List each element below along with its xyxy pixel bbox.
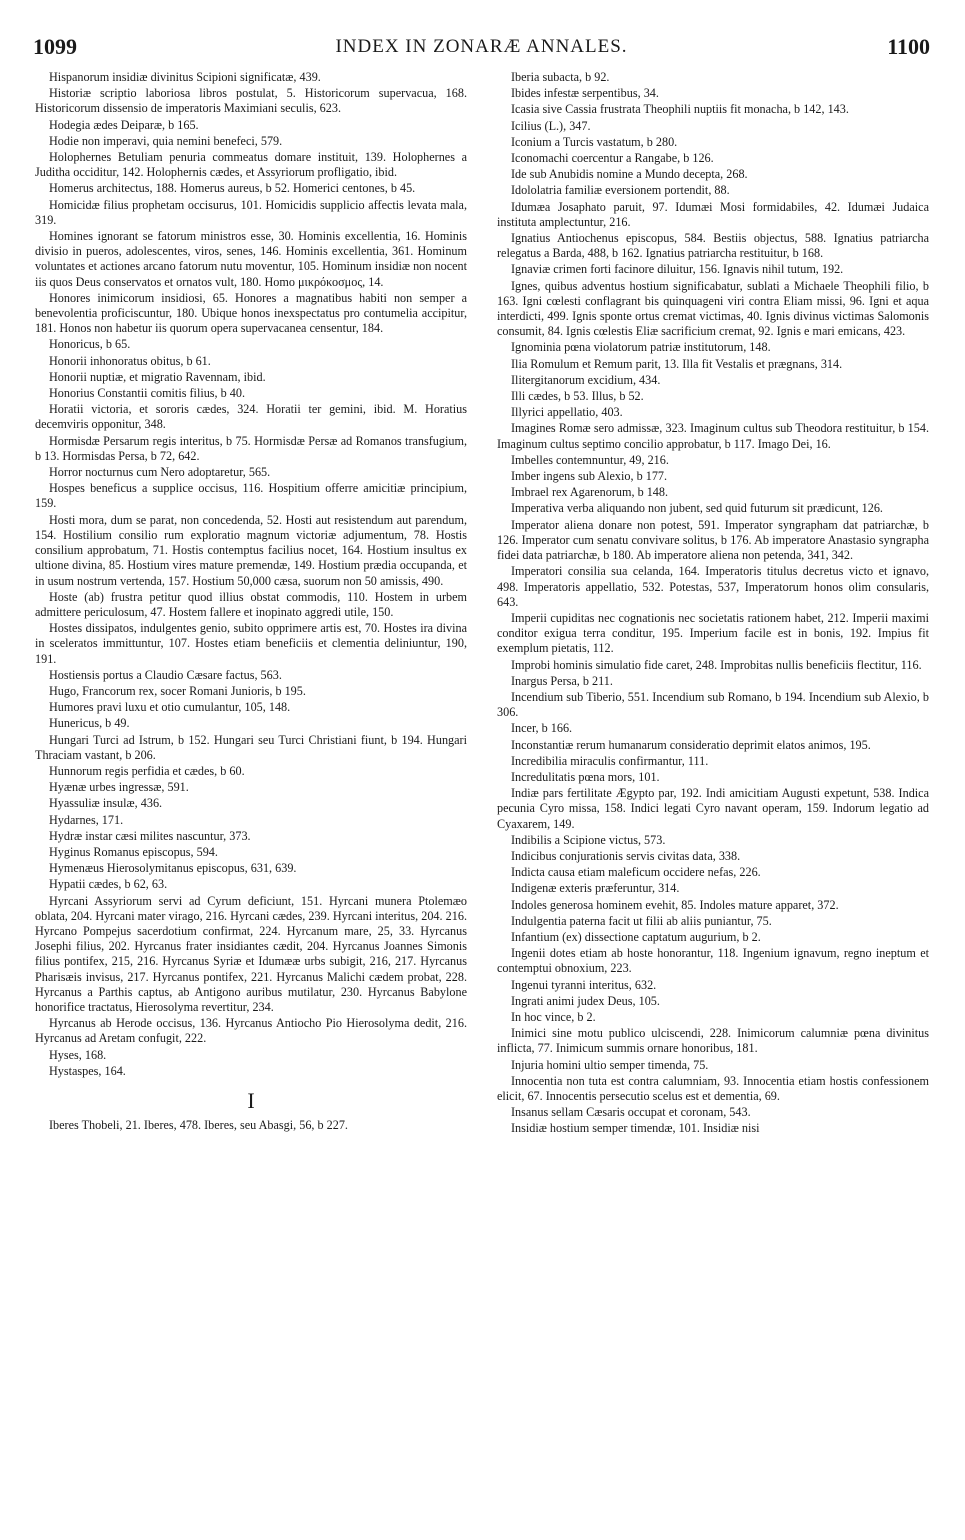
index-entry: Inargus Persa, b 211. bbox=[511, 673, 613, 688]
index-entry: Imagines Romæ sero admissæ, 323. Imaginum cultus sub Theodora restituitur, b 154. Imaginum cultus septimo concilio approbatur, b 117. Imago Dei, 16. bbox=[497, 421, 929, 451]
index-entry: Hodegia ædes Deiparæ, b 165. bbox=[49, 117, 199, 132]
index-entry: Hosti mora, dum se parat, non concedenda, 52. Hosti aut resistendum aut parendum, 154. Hostilium consilio rum exploratio magnum victoriæ adjumentum, 78. Hostis consilium approbatum, 71. Hostis contemptus facilius nocet, 164. Hostium insultus ex ultione divina, 85. Hostium vires mature premendæ, 149. Hostium prædia occupanda, et in usum nostrum vertenda, 157. Hostium 50,000 cæsa, suorum non 50 amissis, 490. bbox=[35, 512, 467, 588]
index-entry: Illyrici appellatio, 403. bbox=[511, 405, 623, 420]
left-column bbox=[35, 70, 467, 1134]
index-entry: Icilius (L.), 347. bbox=[511, 118, 591, 133]
index-entries-i-start bbox=[35, 1118, 467, 1133]
index-entry: Hunnorum regis perfidia et cædes, b 60. bbox=[49, 763, 245, 778]
index-entry: Ignes, quibus adventus hostium significabatur, sublati a Michaele Theophili filio, b 163. Igni cœlesti conflagrant bis quinquageni viri contra Eliam missi, 96. Igni et aqua interdicti, 499. Ignis sponte ortus cremat victimas, 40. Ignis divinus victimas Salomonis consumit, 84. Ignis cœlestis Eliæ sacrificium cremat, 92. Ignis e mari emicans, 423. bbox=[497, 278, 929, 339]
index-entry: Imperator aliena donare non potest, 591. Imperator syngrapham dat patriarchæ, b 126. Imperator cum senatu convivare solitus, b 176. Ab imperatore Anastasio syngrapha fidei data patriarchæ, b 180. Ab imperatore aliena non petenda, 341, 342. bbox=[497, 517, 929, 563]
index-entry: Iconomachi coercentur a Rangabe, b 126. bbox=[511, 151, 714, 166]
index-entry: Honorii nuptiæ, et migratio Ravennam, ibid. bbox=[49, 369, 266, 384]
index-entry: Ignaviæ crimen forti facinore diluitur, 156. Ignavis nihil tutum, 192. bbox=[511, 262, 844, 277]
index-entry: Iconium a Turcis vastatum, b 280. bbox=[511, 134, 678, 149]
index-entry: Indiæ pars fertilitate Ægypto par, 192. Indi amicitiam Augusti expetunt, 538. Indica pecunia Cyro missa, 158. Indici legati Cyro navant operam, 159. Indorum legatio ad Cyaxarem, 149. bbox=[497, 786, 929, 831]
index-entry: Hyassuliæ insulæ, 436. bbox=[49, 796, 163, 811]
index-entry: Imperatori consilia sua celanda, 164. Imperatoris titulus decretus victo et ignavo, 498. Imperatoris appellatio, 532. Potestas, 537, Imperatorum honos olim consularis, 643. bbox=[497, 564, 929, 609]
index-entry: Infantium (ex) dissectione captatum augurium, b 2. bbox=[511, 929, 761, 944]
index-entry: Hyrcanus ab Herode occisus, 136. Hyrcanus Antiocho Pio Hierosolyma dedit, 216. Hyrcanus ad Aretam confugit, 222. bbox=[35, 1016, 467, 1046]
index-entries-h bbox=[35, 70, 467, 1079]
index-entry: Injuria homini ultio semper timenda, 75. bbox=[511, 1057, 709, 1072]
index-entry: Hodie non imperavi, quia nemini benefeci, 579. bbox=[49, 133, 283, 148]
index-entry: Incendium sub Tiberio, 551. Incendium sub Romano, b 194. Incendium sub Alexio, b 306. bbox=[497, 689, 929, 720]
index-entry: Hydarnes, 171. bbox=[49, 812, 124, 827]
index-entry: Indulgentia paterna facit ut filii ab aliis puniantur, 75. bbox=[511, 913, 772, 928]
index-entry: Improbi hominis simulatio fide caret, 248. Improbitas nullis beneficiis flectitur, 116. bbox=[511, 657, 922, 672]
index-entry: Ingenui tyranni interitus, 632. bbox=[511, 977, 657, 992]
index-entry: Innocentia non tuta est contra calumniam, 93. Innocentia etiam hostis confessionem elicit, 67. Innocentis persecutio scelus est et dementia, 69. bbox=[497, 1073, 929, 1103]
index-entry: Homicidæ filius prophetam occisurus, 101. Homicidis supplicio affectis levata mala, 319. bbox=[35, 197, 467, 227]
index-entry: Historiæ scriptio laboriosa libros postulat, 5. Historicorum supervacua, 168. Historicorum dissensio de imperatoris Maximiani seculis, 623. bbox=[35, 86, 467, 116]
index-entry: Hydræ instar cæsi milites nascuntur, 373. bbox=[49, 828, 251, 843]
index-entry: Honorii inhonoratus obitus, b 61. bbox=[49, 353, 211, 368]
index-entry: Icasia sive Cassia frustrata Theophili nuptiis fit monacha, b 142, 143. bbox=[511, 102, 849, 117]
index-entry: Honoricus, b 65. bbox=[49, 337, 131, 352]
index-entry: Hoste (ab) frustra petitur quod illius obstat commodis, 110. Hostem in urbem admittere periculosum, 47. Hostem fallere et inopinato aggredi utile, 150. bbox=[35, 589, 467, 619]
index-entry: Illi cædes, b 53. Illus, b 52. bbox=[511, 389, 644, 404]
index-entry: In hoc vince, b 2. bbox=[511, 1009, 596, 1024]
index-entry: Imperii cupiditas nec cognationis nec societatis rationem habet, 212. Imperii maximi conditor exigua terra conditur, 195. Imperium facile est in bonis, 192. Impius fit exemplum pietatis, 112. bbox=[497, 610, 929, 656]
index-entry: Ilitergitanorum excidium, 434. bbox=[511, 372, 661, 387]
index-entry: Horatii victoria, et sororis cædes, 324. Horatii ter gemini, ibid. M. Horatius decemviris opponitur, 348. bbox=[35, 402, 467, 432]
index-entry: Ibides infestæ serpentibus, 34. bbox=[511, 86, 659, 101]
index-entry: Homerus architectus, 188. Homerus aureus, b 52. Homerici centones, b 45. bbox=[49, 181, 416, 196]
index-entry: Honores inimicorum insidiosi, 65. Honores a magnatibus habiti non semper a benevolentia proficiscuntur, 180. Ubique honos inexspectatus pro contumelia accipitur, 181. Honos non habetur iis quorum opera supervacanea censentur, 184. bbox=[35, 290, 467, 336]
index-entry: Hunericus, b 49. bbox=[49, 716, 130, 731]
index-entry: Ilia Romulum et Remum parit, 13. Illa fit Vestalis et prægnans, 314. bbox=[511, 356, 843, 371]
index-entry: Humores pravi luxu et otio cumulantur, 105, 148. bbox=[49, 700, 291, 715]
index-entry: Iberia subacta, b 92. bbox=[511, 70, 610, 84]
index-entry: Hyrcani Assyriorum servi ad Cyrum deficiunt, 151. Hyrcani munera Ptolemæo oblata, 204. Hyrcani mater virago, 216. Hyrcani cædes, 239. Hyrcani interitus, 204. 216. Hyrcano Pompejus sacerdotium confirmat, 224. Hyrcanum mare, 25, 33. Hyrcanus Josephi filius, 202. Hyrcanus frater insidiantes cædit, 204. Hyrcanus Joannes Simonis filius pontifex, 215, 216. Hyrcanus Syriæ et Idumææ urbs subigit, 216, 217. Hyrcanus Pharisæis invisus, 217. Hyrcanus pontifex, 221. Hyrcanus Malichi cædem probat, 228. Hyrcanus a Parthis captus, ab Antigono auribus mutilatur, 230. Hyrcanus Babylone honorifice tractatus, Hierosolyma revertitur, 234. bbox=[35, 893, 467, 1014]
index-entry: Ide sub Anubidis nomine a Mundo decepta, 268. bbox=[511, 167, 748, 182]
index-entry: Indicibus conjurationis servis civitas data, 338. bbox=[511, 848, 741, 863]
index-entry: Idumæa Josaphato paruit, 97. Idumæi Mosi formidabiles, 42. Idumæi Judaica instituta amplectuntur, 216. bbox=[497, 199, 929, 229]
page-number-left: 1099 bbox=[33, 34, 77, 59]
index-entry: Hyænæ urbes ingressæ, 591. bbox=[49, 780, 189, 795]
index-entry: Holophernes Betuliam penuria commeatus domare instituit, 139. Holophernes a Juditha occiditur, 142. Holophernis cædes, et Assyriorum profligatio, ibid. bbox=[35, 150, 467, 180]
index-entry: Hymenæus Hierosolymitanus episcopus, 631, 639. bbox=[49, 861, 297, 876]
index-entry: Indibilis a Scipione victus, 573. bbox=[511, 832, 666, 847]
index-entry: Inconstantiæ rerum humanarum consideratio deprimit elatos animos, 195. bbox=[511, 737, 871, 752]
index-entry: Hungari Turci ad Istrum, b 152. Hungari seu Turci Christiani fiunt, b 194. Hungari Thraciam vastant, b 206. bbox=[35, 732, 467, 762]
index-entry: Imbelles contemnuntur, 49, 216. bbox=[511, 452, 669, 467]
section-letter: I bbox=[247, 1088, 255, 1113]
index-entry: Ingenii dotes etiam ab hoste honorantur, 118. Ingenium ignavum, regno ineptum et contemptui obnoxium, 223. bbox=[497, 946, 929, 976]
index-entry: Inimici sine motu publico ulciscendi, 228. Inimicorum calumniæ pœna divinitus inflicta, 77. Inimicum summis ornare honoribus, 181. bbox=[497, 1026, 929, 1056]
index-entry: Imperativa verba aliquando non jubent, sed quid futurum sit prædicunt, 126. bbox=[511, 501, 883, 516]
index-entry: Homines ignorant se fatorum ministros esse, 30. Hominis excellentia, 16. Hominis divisio in pueros, adolescentes, viros, senes, 146. Hominis excellentia, 361. Hominum voluntates et actiones arcano fatorum nutu moventur, 105. Hominum insidiæ non nocent iis quos Deus conservatos et ornatos vult, 180. Homo μικρόκοσμος, 14. bbox=[35, 229, 467, 289]
page-header bbox=[33, 34, 930, 64]
index-entry: Ingrati animi judex Deus, 105. bbox=[511, 993, 660, 1008]
index-entry: Ignominia pœna violatorum patriæ institutorum, 148. bbox=[511, 340, 771, 355]
index-entry: Hypatii cædes, b 62, 63. bbox=[49, 877, 168, 892]
index-entry: Ignatius Antiochenus episcopus, 584. Bestiis objectus, 588. Ignatius patriarcha relegatus a Barda, 488, b 162. Ignatius patriarcha restituitur, b 168. bbox=[497, 231, 929, 261]
index-entry: Idololatria familiæ eversionem portendit, 88. bbox=[511, 183, 730, 198]
index-entry: Hormisdæ Persarum regis interitus, b 75. Hormisdæ Persæ ad Romanos transfugium, b 13. Hormisdas Persa, b 72, 642. bbox=[35, 433, 467, 463]
index-entry: Hyses, 168. bbox=[49, 1047, 107, 1062]
page-number-right: 1100 bbox=[887, 34, 930, 59]
index-entry: Indigenæ exteris præferuntur, 314. bbox=[511, 881, 680, 896]
index-entry: Horror nocturnus cum Nero adoptaretur, 565. bbox=[49, 465, 271, 480]
index-entry: Iberes Thobeli, 21. Iberes, 478. Iberes, seu Abasgi, 56, b 227. bbox=[49, 1118, 348, 1133]
index-entry: Hospes beneficus a supplice occisus, 116. Hospitium offerre amicitiæ principium, 159. bbox=[35, 481, 467, 511]
index-entry: Hyginus Romanus episcopus, 594. bbox=[49, 844, 218, 859]
index-entry: Hispanorum insidiæ divinitus Scipioni significatæ, 439. bbox=[49, 70, 321, 84]
index-entry: Imbrael rex Agarenorum, b 148. bbox=[511, 485, 669, 500]
index-entry: Incredulitatis pœna mors, 101. bbox=[511, 769, 660, 784]
index-entry: Honorius Constantii comitis filius, b 40. bbox=[49, 386, 246, 401]
index-entry: Hugo, Francorum rex, socer Romani Junioris, b 195. bbox=[49, 683, 306, 698]
right-column bbox=[497, 70, 929, 1138]
running-title: INDEX IN ZONARÆ ANNALES. bbox=[335, 36, 628, 57]
index-entry: Indicta causa etiam maleficum occidere nefas, 226. bbox=[511, 865, 761, 880]
index-entry: Incredibilia miraculis confirmantur, 111. bbox=[511, 753, 709, 768]
index-entry: Indoles generosa hominem evehit, 85. Indoles mature apparet, 372. bbox=[511, 897, 839, 912]
index-entry: Incer, b 166. bbox=[511, 721, 573, 736]
index-entry: Hostes dissipatos, indulgentes genio, subito opprimere artis est, 70. Hostes ira divina in sceleratos immittuntur, 107. Hostes etiam beneficiis et clementia deliniuntur, 190, 191. bbox=[35, 621, 467, 666]
index-entry: Hostiensis portus a Claudio Cæsare factus, 563. bbox=[49, 667, 282, 682]
index-entry: Imber ingens sub Alexio, b 177. bbox=[511, 469, 668, 484]
index-entry: Insidiæ hostium semper timendæ, 101. Insidiæ nisi bbox=[511, 1121, 760, 1136]
index-entry: Hystaspes, 164. bbox=[49, 1063, 126, 1078]
index-entry: Insanus sellam Cæsaris occupat et coronam, 543. bbox=[511, 1105, 751, 1120]
